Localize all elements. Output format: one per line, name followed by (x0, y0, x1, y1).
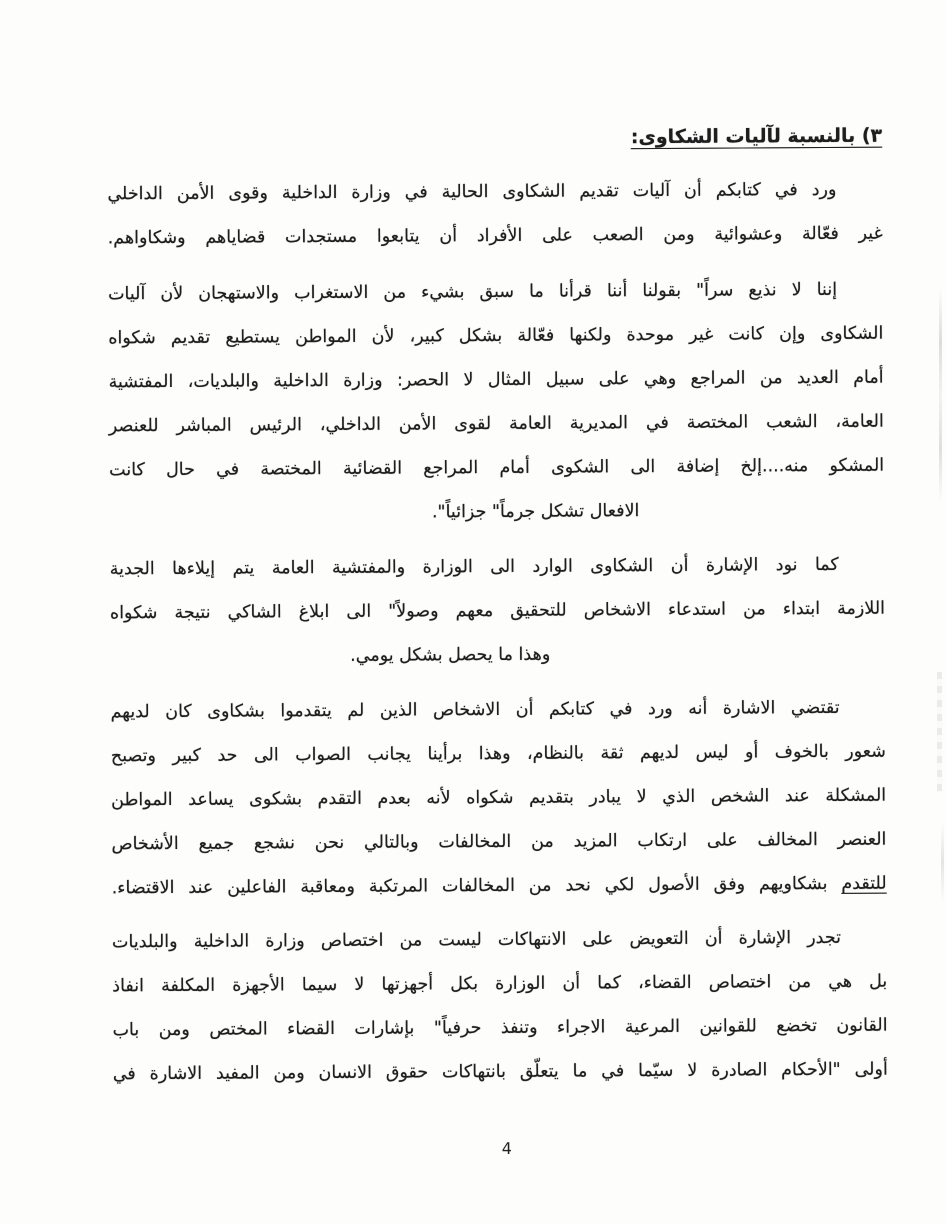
text-line: اللازمة ابتداء من استدعاء الاشخاص للتحقيق معهم وصولاً" الى ابلاغ الشاكي نتيجة شكواه (109, 598, 886, 624)
paragraph-complaint-mechanisms-intro (107, 168, 883, 261)
text-line: غير فعّالة وعشوائية ومن الصعب على الأفراد أن يتابعوا مستجدات قضاياهم وشكاواهم. (107, 223, 883, 249)
paragraph-compensation-jurisdiction (112, 916, 888, 1097)
text-line: تقتضي الاشارة أنه ورد في كتابكم أن الاشخاص الذين لم يتقدموا بشكاوى كان لديهم (110, 697, 840, 723)
text-line: شعور بالخوف أو ليس لديهم ثقة بالنظام، وهذا برأينا يجانب الصواب الى حد كبير وتصبح (110, 741, 886, 767)
text-line: كما نود الإشارة أن الشكاوى الوارد الى الوزارة والمفتشية العامة يتم إيلاءها الجدية (109, 554, 839, 580)
text-line (112, 862, 887, 911)
section-heading: ٣) بالنسبة لآليات الشكاوى: (630, 124, 883, 149)
text-line: بل هي من اختصاص القضاء، كما أن الوزارة بكل أجهزتها لا سيما الأجهزة المكلفة انفاذ (112, 971, 888, 997)
text-line: تجدر الإشارة أن التعويض على الانتهاكات ليست من اختصاص وزارة الداخلية والبلديات (111, 927, 842, 953)
page-content (106, 0, 888, 1224)
page-number: 4 (501, 1138, 512, 1158)
line-remainder: بشكاويهم وفق الأصول لكي نحد من المخالفات المرتكبة ومعاقبة الفاعلين عند الاقتضاء. (111, 873, 828, 899)
text-line: الافعال تشكل جرماً" جزائياً". (431, 501, 640, 523)
text-line: المشكلة عند الشخص الذي لا يبادر بتقديم شكواه لأنه بعدم التقدم بشكوى يساعد المواطن (111, 785, 887, 811)
text-line: أولى "الأحكام الصادرة لا سيّما في ما يتعلّق بانتهاكات حقوق الانسان ومن المفيد الاشارة في (112, 1059, 888, 1085)
scanner-streak-artifact (941, 822, 944, 902)
underlined-word: للتقدم (841, 873, 887, 894)
text-line: إننا لا نذيع سراً" بقولنا أننا قرأنا ما سبق بشيء من الاستغراب والاستهجان لأن آليات (107, 279, 838, 305)
text-line: المشكو منه....إلخ إضافة الى الشكوى أمام المراجع القضائية المختصة في حال كانت (109, 455, 885, 481)
text-line: الشكاوى وإن كانت غير موحدة ولكنها فعّالة بشكل كبير، لأن المواطن يستطيع تقديم شكواه (108, 323, 884, 349)
text-line: العامة، الشعب المختصة في المديرية العامة لقوى الأمن الداخلي، الرئيس المباشر للعنصر (108, 411, 884, 437)
paragraph-response-mechanisms (108, 268, 885, 537)
scanner-streak-artifact (939, 288, 942, 503)
text-line: القانون تخضع للقوانين المرعية الاجراء وتنفذ حرفياً" بإشارات القضاء المختص ومن باب (112, 1015, 888, 1041)
text-line: ورد في كتابكم أن آليات تقديم الشكاوى الحالية في وزارة الداخلية وقوى الأمن الداخلي (107, 179, 837, 205)
text-line: وهذا ما يحصل بشكل يومي. (350, 644, 551, 666)
paragraph-complaints-handling (110, 543, 886, 680)
text-line: أمام العديد من المراجع وهي على سبيل المثال لا الحصر: وزارة الداخلية والبلديات، المفتشية (108, 367, 884, 393)
scanner-streak-artifact (937, 672, 942, 792)
text-line: العنصر المخالف على ارتكاب المزيد من المخالفات وبالتالي نحن نشجع جميع الأشخاص (111, 829, 887, 855)
paragraph-fear-of-filing (110, 686, 886, 911)
